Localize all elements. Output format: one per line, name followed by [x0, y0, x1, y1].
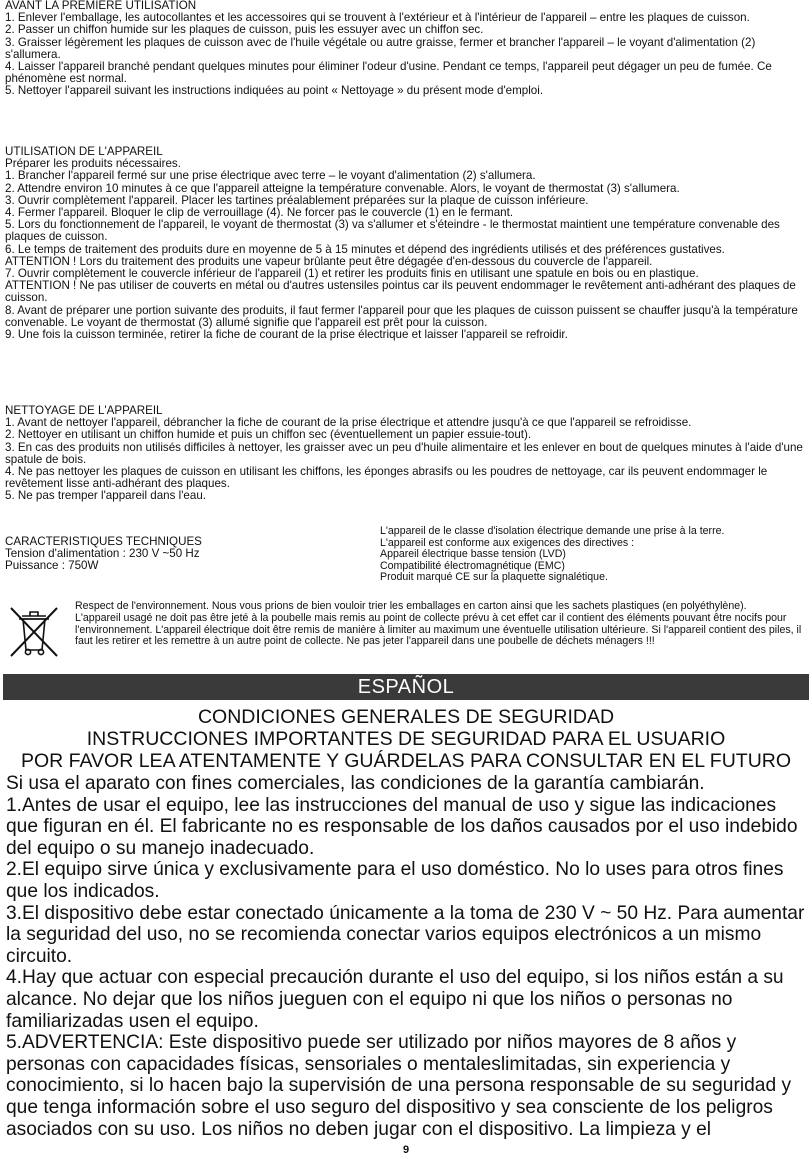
section-compliance — [380, 526, 800, 584]
list-item: 1. Enlever l'emballage, les autocollantes et les accessoires qui se trouvent à l'extérieur et à l'intérieur de l'appareil – entre les plaques de cuisson. — [5, 11, 750, 25]
paragraph: Si usa el aparato con fines comerciales, las condiciones de la garantía cambiarán. — [6, 773, 705, 794]
section-usage — [5, 146, 810, 341]
heading-read-carefully: POR FAVOR LEA ATENTAMENTE Y GUÁRDELAS PARA CONSULTAR EN EL FUTURO — [20, 750, 792, 772]
spec-voltage: Tension d'alimentation : 230 V ~50 Hz — [5, 547, 200, 561]
section-technical-specs — [5, 536, 375, 573]
list-item: 5. Lors du fonctionnement de l'appareil, le voyant de thermostat (3) va s'allumer et s'éteindre - le thermostat maintient une température convenable des plaques de cuisson. — [5, 218, 780, 244]
compliance-line: Produit marqué CE sur la plaquette signalétique. — [380, 571, 608, 584]
list-item: 4. Fermer l'appareil. Bloquer le clip de verrouillage (4). Ne forcer pas le couvercle (1) en le fermant. — [5, 206, 514, 220]
section-title: AVANT LA PREMIÈRE UTILISATION — [5, 0, 197, 12]
spanish-headings — [0, 706, 812, 772]
list-item: 6. Le temps de traitement des produits dure en moyenne de 5 à 15 minutes et dépend des ingrédients utilisés et des préférences gustatives. — [5, 242, 725, 256]
list-item: 3. En cas des produits non utilisés difficiles à nettoyer, les graisser avec un peu d'huile alimentaire et les enlever en bout de quelques minutes à l'aide d'une spatule de bois. — [5, 440, 803, 466]
list-item: 4. Ne pas nettoyer les plaques de cuisson en utilisant les chiffons, les éponges abrasifs ou les poudres de nettoyage, car ils peuvent endommager le revêtement lisse anti-adhérant des plaques. — [5, 465, 768, 491]
list-item: 7. Ouvrir complètement le couvercle inférieur de l'appareil (1) et retirer les produits finis en utilisant une spatule en bois ou en plastique. — [5, 267, 699, 281]
weee-crossed-bin-icon — [8, 604, 60, 660]
list-item: 2. Attendre environ 10 minutes à ce que l'appareil atteigne la température convenable. Alors, le voyant de thermostat (3) s'allumera. — [5, 181, 680, 195]
heading-general-safety: CONDICIONES GENERALES DE SEGURIDAD — [197, 706, 615, 728]
compliance-line: L'appareil est conforme aux exigences des directives : — [380, 536, 635, 549]
warning-text: ATTENTION ! Ne pas utiliser de couverts en métal ou d'autres ustensiles pointus car ils peuvent endommager le revêtement anti-adhérant des plaques de cuisson. — [5, 279, 796, 305]
paragraph: 3.El dispositivo debe estar conectado únicamente a la toma de 230 V ~ 50 Hz. Para aumentar la seguridad del uso, no se recomienda conectar varios equipos electrónicos a un mismo circuito. — [6, 902, 805, 967]
paragraph: 2.El equipo sirve única y exclusivamente para el uso doméstico. No lo uses para otros fines que los indicados. — [6, 859, 784, 902]
section-title: NETTOYAGE DE L'APPAREIL — [5, 404, 163, 417]
list-item: 5. Ne pas tremper l'appareil dans l'eau. — [5, 489, 206, 503]
spec-power: Puissance : 750W — [5, 559, 99, 573]
list-item: 9. Une fois la cuisson terminée, retirer la fiche de courant de la prise électrique et laisser l'appareil se refroidir. — [5, 328, 568, 342]
list-item: 3. Ouvrir complètement l'appareil. Placer les tartines préalablement préparées sur la plaque de cuisson inférieure. — [5, 193, 589, 207]
list-item: 2. Passer un chiffon humide sur les plaques de cuisson, puis les essuyer avec un chiffon sec. — [5, 23, 484, 37]
paragraph: 4.Hay que actuar con especial precaución durante el uso del equipo, si los niños están a su alcance. No dejar que los niños jueguen con el equipo ni que los niños o personas no familiarizadas usen el equipo. — [6, 967, 784, 1032]
section-cleaning — [5, 405, 810, 503]
list-item: 3. Graisser légèrement les plaques de cuisson avec de l'huile végétale ou autre graisse, fermer et brancher l'appareil – le voyant d'alimentation (2) s'allumera. — [5, 35, 756, 61]
section-before-first-use — [5, 0, 810, 98]
warning-text: ATTENTION ! Lors du traitement des produits une vapeur brûlante peut être dégagée d'en-dessous du couvercle de l'appareil. — [5, 254, 653, 268]
heading-important-instructions: INSTRUCCIONES IMPORTANTES DE SEGURIDAD PARA EL USUARIO — [86, 728, 726, 750]
compliance-line: Compatibilité électromagnétique (EMC) — [380, 559, 565, 572]
paragraph: 5.ADVERTENCIA: Este dispositivo puede ser utilizado por niños mayores de 8 años y personas con capacidades físicas, sensoriales o mentaleslimitadas, sin experiencia y conocimiento, si lo hacen bajo la supervisión de una persona responsable de su seguridad y que tenga información sobre el uso seguro del dispositivo y sea consciente de los peligros asociados con su uso. Los niños no deben jugar con el dispositivo. La limpieza y el — [6, 1032, 792, 1140]
section-title: UTILISATION DE L'APPAREIL — [5, 145, 163, 158]
spanish-safety-text — [6, 773, 810, 1140]
list-item: 8. Avant de préparer une portion suivante des produits, il faut fermer l'appareil pour que les plaques de cuisson puissent se chauffer jusqu'à la température convenable. Le voyant de thermostat (3) allumé signifie que l'appareil est prêt pour la cuisson. — [5, 303, 798, 329]
list-item: 2. Nettoyer en utilisant un chiffon humide et puis un chiffon sec (éventuellement un papier essuie-tout). — [5, 428, 532, 442]
paragraph: 1.Antes de usar el equipo, lee las instrucciones del manual de uso y sigue las indicaciones que figuran en él. El fabricante no es responsable de los daños causados por el uso indebido del equipo o su manejo inadecuado. — [6, 794, 798, 859]
list-item: 4. Laisser l'appareil branché pendant quelques minutes pour éliminer l'odeur d'usine. Pendant ce temps, l'appareil peut dégager un peu de fumée. Ce phénomène est normal. — [5, 60, 772, 86]
environment-line: L'appareil usagé ne doit pas être jeté à la poubelle mais remis au point de collecte prévu à cet effet car il contient des éléments pouvant être nocifs pour l'environnement. L'appareil électrique doit être remis de manière à limiter au maximum une éventuelle utilisation ultérieure. Si l'appareil contient des piles, il faut les retirer et les remettre à un autre point de collecte. Ne pas jeter l'appareil dans une poubelle de déchets ménagers !!! — [75, 611, 802, 648]
section-environment — [75, 601, 808, 648]
language-banner: ESPAÑOL — [3, 674, 809, 700]
list-item: 5. Nettoyer l'appareil suivant les instructions indiquées au point « Nettoyage » du présent mode d'emploi. — [5, 84, 544, 98]
section-title: CARACTERISTIQUES TECHNIQUES — [5, 535, 202, 548]
list-item: Préparer les produits nécessaires. — [5, 157, 181, 171]
compliance-line: Appareil électrique basse tension (LVD) — [380, 548, 566, 561]
list-item: 1. Brancher l'appareil fermé sur une prise électrique avec terre – le voyant d'alimentation (2) s'allumera. — [5, 169, 536, 183]
list-item: 1. Avant de nettoyer l'appareil, débrancher la fiche de courant de la prise électrique et attendre jusqu'à ce que l'appareil se refroidisse. — [5, 416, 692, 430]
environment-line: Respect de l'environnement. Nous vous prions de bien vouloir trier les emballages en carton ainsi que les sachets plastiques (en polyéthylène). — [75, 600, 747, 612]
page-number: 9 — [402, 1144, 410, 1156]
compliance-line: L'appareil de le classe d'isolation électrique demande une prise à la terre. — [380, 525, 725, 537]
